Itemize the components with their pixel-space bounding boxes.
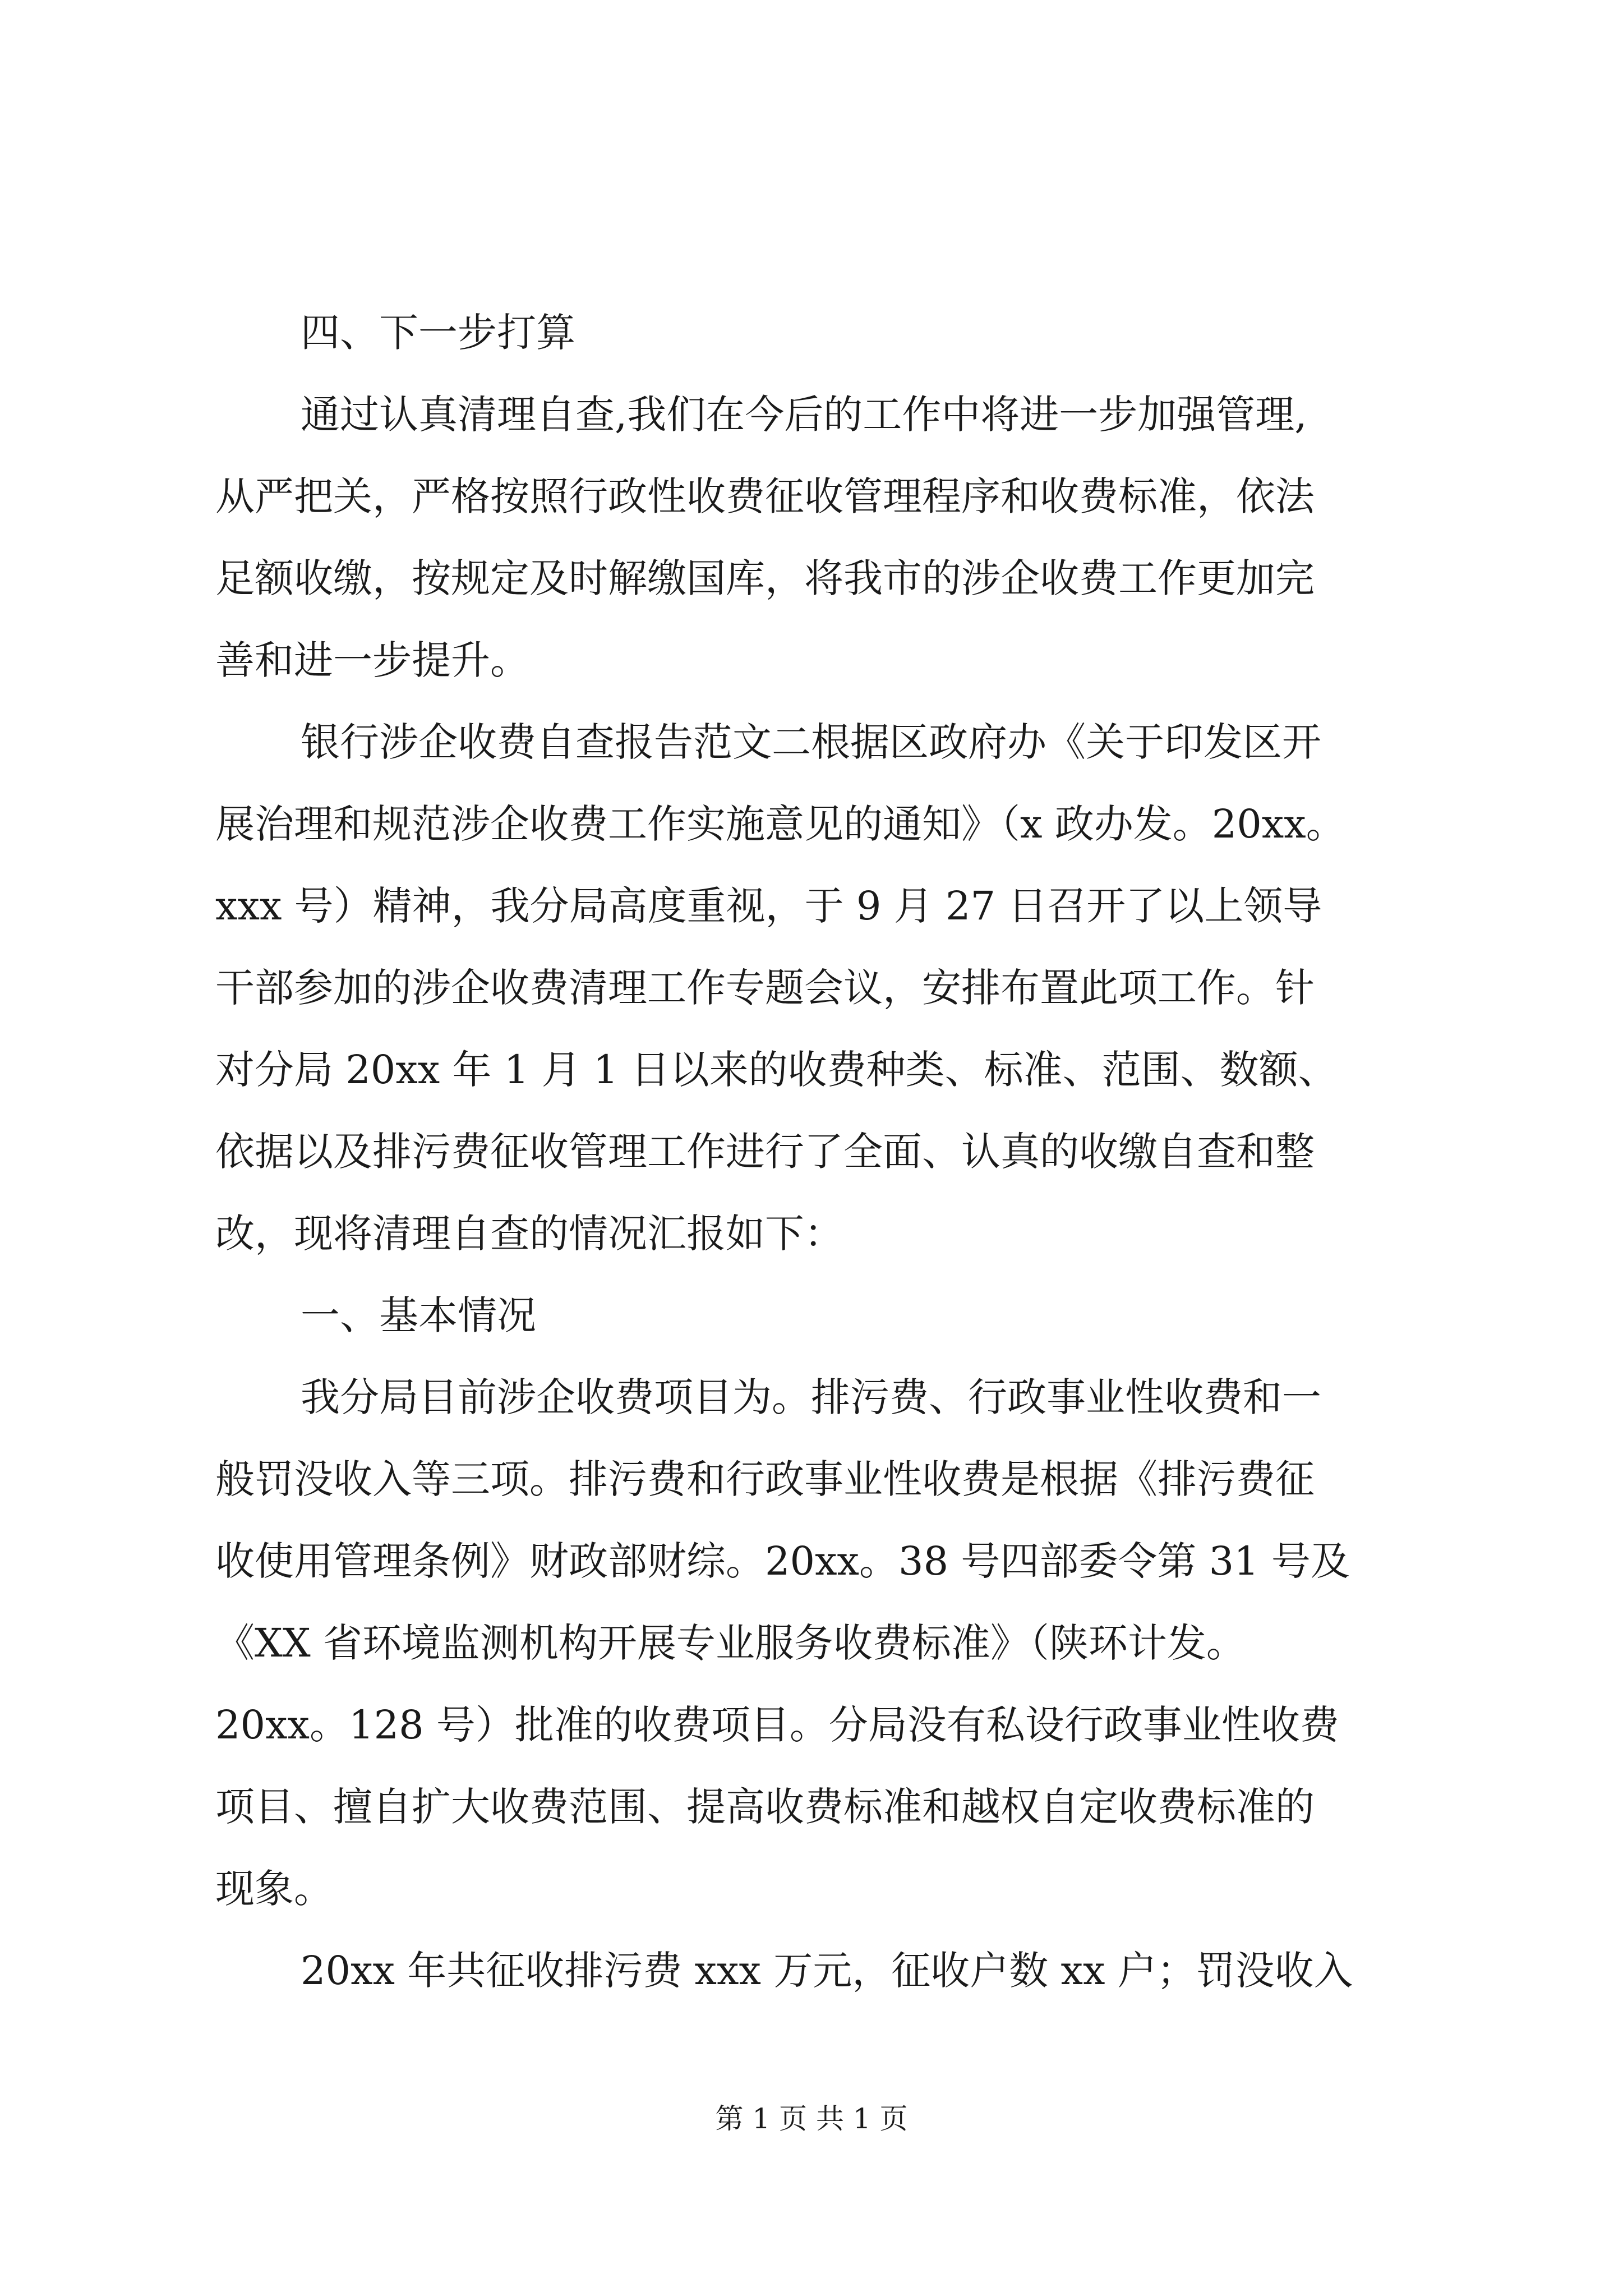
paragraph-line: xxx 号）精神，我分局高度重视，于 9 月 27 日召开了以上领导 <box>215 883 1322 929</box>
section-heading-next-steps: 四、下一步打算 <box>301 310 575 356</box>
paragraph-line: 我分局目前涉企收费项目为。排污费、行政事业性收费和一 <box>301 1374 1321 1420</box>
paragraph-line: 从严把关，严格按照行政性收费征收管理程序和收费标准，依法 <box>215 473 1315 519</box>
section-heading-basic-situation: 一、基本情况 <box>301 1292 536 1338</box>
paragraph-line: 展治理和规范涉企收费工作实施意见的通知》（x 政办发。20xx。 <box>215 801 1345 847</box>
paragraph-line: 善和进一步提升。 <box>215 637 529 683</box>
paragraph-line: 干部参加的涉企收费清理工作专题会议，安排布置此项工作。针 <box>215 965 1315 1011</box>
document-body <box>215 292 1472 2012</box>
paragraph-line: 银行涉企收费自查报告范文二根据区政府办《关于印发区开 <box>301 719 1321 765</box>
paragraph-line: 通过认真清理自查,我们在今后的工作中将进一步加强管理, <box>301 392 1307 438</box>
paragraph-line: 收使用管理条例》财政部财综。20xx。38 号四部委令第 31 号及 <box>215 1538 1350 1584</box>
page-number-footer: 第 1 页 共 1 页 <box>715 2102 908 2135</box>
paragraph-line: 现象。 <box>215 1866 333 1912</box>
paragraph-line: 20xx。128 号）批准的收费项目。分局没有私设行政事业性收费 <box>215 1702 1339 1748</box>
paragraph-line: 足额收缴，按规定及时解缴国库，将我市的涉企收费工作更加完 <box>215 555 1315 601</box>
paragraph-line: 《XX 省环境监测机构开展专业服务收费标准》（陕环计发。 <box>215 1620 1246 1666</box>
paragraph-line: 改，现将清理自查的情况汇报如下： <box>215 1211 843 1257</box>
paragraph-line: 项目、擅自扩大收费范围、提高收费标准和越权自定收费标准的 <box>215 1784 1315 1830</box>
paragraph-line: 般罚没收入等三项。排污费和行政事业性收费是根据《排污费征 <box>215 1456 1315 1502</box>
paragraph-line: 依据以及排污费征收管理工作进行了全面、认真的收缴自查和整 <box>215 1129 1315 1175</box>
paragraph-line: 对分局 20xx 年 1 月 1 日以来的收费种类、标准、范围、数额、 <box>215 1047 1338 1093</box>
paragraph-line: 20xx 年共征收排污费 xxx 万元，征收户数 xx 户；罚没收入 <box>301 1948 1353 1994</box>
